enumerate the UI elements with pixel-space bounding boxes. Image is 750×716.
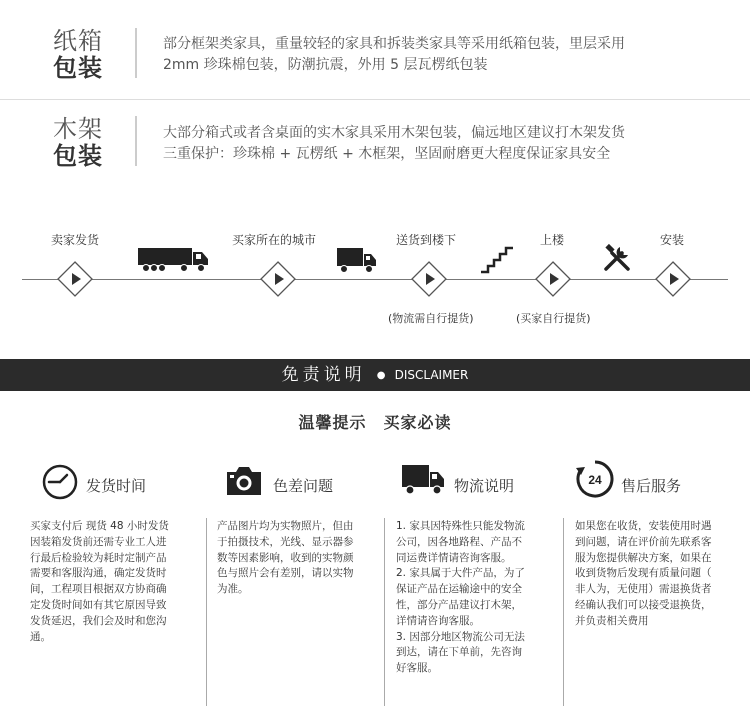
delivery-truck-icon (401, 462, 445, 496)
info-column-color-difference (217, 455, 377, 596)
carton-desc-line2: 2mm 珍珠棉包装，防潮抗震，外用 5 层瓦楞纸包装 (163, 57, 488, 73)
column-title: 售后服务 (621, 477, 682, 495)
carton-desc-line1: 部分框架类家具，重量较轻的家具和拆装类家具等采用纸箱包装，里层采用 (163, 36, 625, 52)
body-line: 发货延迟，我们会及时和您沟 (30, 614, 167, 627)
body-line: 同运费详情请咨询客服。 (396, 551, 512, 564)
body-line: 公司，因各地路程、产品不 (396, 535, 522, 548)
tools-icon (602, 243, 632, 273)
body-line: 行最后检验较为耗时定制产品 (30, 551, 167, 564)
carton-title-line1: 纸箱 (53, 27, 103, 55)
play-diamond-icon (411, 261, 447, 297)
body-line: 经确认我们可以接受退换货， (575, 598, 712, 611)
wooden-title-line2: 包装 (53, 142, 103, 170)
flow-label-seller-ship: 卖家发货 (51, 233, 100, 247)
tips-heading: 温馨提示 买家必读 (298, 413, 452, 432)
divider-bar (135, 28, 137, 78)
body-line: 非人为，无使用）需退换货者 (575, 583, 712, 596)
column-header (30, 455, 200, 505)
flow-line (22, 279, 728, 280)
disclaimer-bar (0, 359, 750, 391)
disclaimer-title-zh: 免责说明 (281, 365, 366, 385)
carton-packing-row (0, 18, 750, 108)
wooden-desc-line2: 三重保护：珍珠棉 + 瓦楞纸 + 木框架，坚固耐磨更大程度保证家具安全 (163, 146, 611, 162)
carton-packing-title (48, 28, 108, 82)
column-separator (384, 518, 385, 706)
play-diamond-icon (655, 261, 691, 297)
body-line: 色与照片会有差别，请以实物 (217, 567, 354, 580)
flow-sublabel-buyer-pickup: (买家自行提货) (516, 312, 591, 325)
body-line: 通。 (30, 630, 51, 643)
bullet-icon: ● (376, 369, 386, 381)
carton-packing-description (163, 34, 733, 76)
wooden-packing-title (48, 116, 108, 170)
body-line: 性，部分产品建议打木架， (396, 598, 522, 611)
body-line: 定发货时间如有其它原因导致 (30, 598, 167, 611)
play-diamond-icon (260, 261, 296, 297)
wooden-desc-line1: 大部分箱式或者含桌面的实木家具采用木架包装，偏远地区建议打木架发货 (163, 125, 625, 141)
flow-label-upstairs: 上楼 (540, 233, 565, 247)
play-diamond-icon (57, 261, 93, 297)
body-line: 需要和客服沟通，确定发货时 (30, 567, 167, 580)
body-line: 并负责相关费用 (575, 614, 649, 627)
camera-icon (223, 464, 265, 498)
column-separator (206, 518, 207, 706)
body-line: 数等因素影响，收到的实物颜 (217, 551, 354, 564)
column-body (575, 519, 740, 630)
service-24-icon (575, 459, 615, 499)
flow-label-buyer-city: 买家所在的城市 (232, 233, 317, 247)
flow-label-install: 安装 (660, 233, 685, 247)
column-body (396, 519, 556, 677)
column-body (30, 519, 200, 645)
column-title: 物流说明 (454, 477, 515, 495)
stairs-icon (480, 246, 514, 274)
body-line: 保证产品在运输途中的安全 (396, 583, 522, 596)
body-line: 收到货物后发现有质量问题（ (575, 567, 712, 580)
carton-title-line2: 包装 (53, 54, 103, 82)
delivery-flow (0, 220, 750, 340)
column-body (217, 519, 377, 598)
column-header (396, 455, 556, 505)
wooden-packing-description (163, 123, 733, 165)
truck-large-icon (138, 246, 210, 274)
body-line: 2. 家具属于大件产品，为了 (396, 567, 525, 580)
column-separator (563, 518, 564, 706)
section-divider (0, 99, 750, 100)
body-line: 买家支付后 现货 48 小时发货 (30, 520, 169, 532)
wooden-title-line1: 木架 (53, 115, 103, 143)
flow-label-downstairs: 送货到楼下 (396, 233, 457, 247)
body-line: 详情请咨询客服。 (396, 614, 480, 627)
body-line: 3. 因部分地区物流公司无法 (396, 630, 525, 643)
body-line: 如果您在收货，安装使用时遇 (575, 520, 712, 532)
column-header (217, 455, 377, 505)
body-line: 到问题，请在评价前先联系客 (575, 535, 712, 548)
truck-small-icon (337, 246, 377, 274)
body-line: 间，工程项目根据双方协商确 (30, 583, 167, 596)
info-column-logistics (396, 455, 556, 675)
flow-sublabel-logistics-pickup: (物流需自行提货) (388, 312, 474, 325)
wooden-packing-row (0, 106, 750, 196)
info-column-shipping-time (30, 455, 200, 643)
info-column-after-sales (575, 455, 740, 627)
body-line: 于拍摄技术，光线、显示器参 (217, 535, 354, 548)
play-diamond-icon (535, 261, 571, 297)
body-line: 产品图片均为实物照片，但由 (217, 520, 354, 532)
body-line: 为准。 (217, 583, 249, 596)
body-line: 服为您提供解决方案，如果在 (575, 551, 712, 564)
disclaimer-title-en: DISCLAIMER (394, 368, 469, 382)
body-line: 到达，请在下单前，先咨询 (396, 646, 522, 659)
clock-icon (42, 464, 78, 500)
body-line: 因装箱发货前还需专业工人进 (30, 535, 167, 548)
service-24-badge: 24 (588, 473, 602, 487)
divider-bar (135, 116, 137, 166)
column-title: 发货时间 (86, 477, 147, 495)
body-line: 1. 家具因特殊性只能发物流 (396, 520, 525, 532)
column-header (575, 455, 740, 505)
column-title: 色差问题 (273, 477, 334, 495)
body-line: 好客服。 (396, 662, 438, 675)
